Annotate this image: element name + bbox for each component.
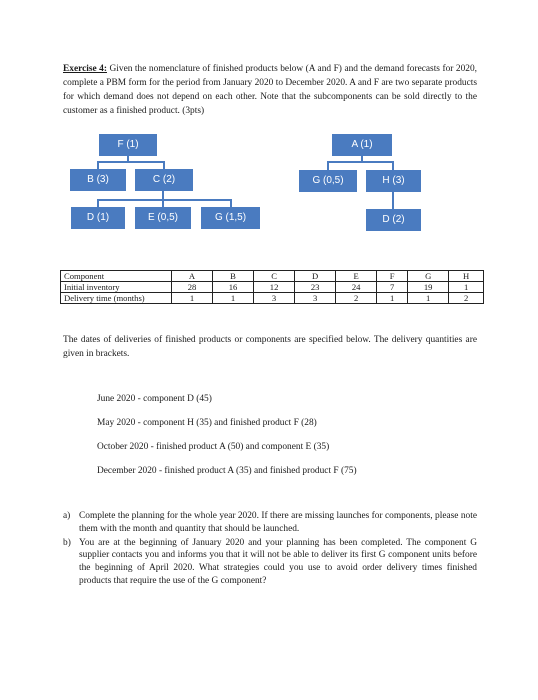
node-g-right: G (0,5): [299, 170, 357, 192]
table-row: [61, 282, 484, 293]
connector: [327, 161, 329, 170]
node-f: F (1): [99, 134, 157, 156]
connector: [392, 161, 394, 170]
question-item: [63, 537, 477, 588]
connector: [97, 199, 99, 207]
question-text: Complete the planning for the whole year 2020. If there are missing launches for components, please note them with the month and quantity that should be launched.: [79, 511, 477, 534]
table-cell: 3: [254, 293, 295, 304]
connector: [392, 192, 394, 209]
product-tree-diagram: [0, 0, 538, 260]
table-header-cell: A: [172, 271, 213, 282]
table-header-cell: H: [449, 271, 484, 282]
node-a: A (1): [332, 134, 392, 156]
connector: [97, 199, 232, 201]
component-table: [60, 270, 484, 304]
connector: [327, 161, 394, 163]
table-cell: Initial inventory: [61, 282, 172, 293]
table-cell: 3: [295, 293, 336, 304]
table-cell: 28: [172, 282, 213, 293]
table-cell: 16: [213, 282, 254, 293]
question-list: [63, 510, 477, 589]
table-header-cell: Component: [61, 271, 172, 282]
table-row: [61, 293, 484, 304]
connector: [230, 199, 232, 207]
node-d2: D (2): [366, 209, 421, 231]
table-cell: 1: [449, 282, 484, 293]
table-header-cell: F: [377, 271, 408, 282]
connector: [97, 161, 99, 169]
table-cell: 1: [213, 293, 254, 304]
node-e: E (0,5): [135, 207, 191, 229]
table-header-cell: D: [295, 271, 336, 282]
connector: [97, 161, 164, 163]
table-cell: Delivery time (months): [61, 293, 172, 304]
node-g-left: G (1,5): [201, 207, 260, 229]
delivery-line: May 2020 - component H (35) and finished product F (28): [97, 418, 317, 428]
table-cell: 7: [377, 282, 408, 293]
node-c: C (2): [135, 169, 193, 191]
question-text: You are at the beginning of January 2020 and your planning has been completed. The component G supplier contacts you and informs you that it will not be able to deliver its first G component units before the beginning of April 2020. What strategies could you use to avoid order delivery times finished products that require the use of the G component?: [79, 537, 477, 586]
connector: [163, 161, 165, 169]
table-cell: 23: [295, 282, 336, 293]
table-cell: 2: [449, 293, 484, 304]
node-h: H (3): [366, 170, 421, 192]
node-b: B (3): [70, 169, 126, 191]
table-cell: 1: [377, 293, 408, 304]
question-item: [63, 510, 477, 536]
question-label: a): [63, 511, 71, 521]
delivery-line: June 2020 - component D (45): [97, 394, 212, 404]
table-header-cell: B: [213, 271, 254, 282]
node-d: D (1): [71, 207, 125, 229]
delivery-line: October 2020 - finished product A (50) and component E (35): [97, 442, 330, 452]
connector: [162, 199, 164, 207]
exercise-label: Exercise 4:: [63, 64, 107, 74]
table-cell: 19: [408, 282, 449, 293]
table-cell: 2: [336, 293, 377, 304]
table-cell: 1: [172, 293, 213, 304]
question-label: b): [63, 537, 71, 548]
table-cell: 24: [336, 282, 377, 293]
deliveries-paragraph: The dates of deliveries of finished products or components are specified below. The delivery quantities are given in brackets.: [63, 335, 477, 360]
table-header-cell: G: [408, 271, 449, 282]
table-header-row: [61, 271, 484, 282]
table-cell: 1: [408, 293, 449, 304]
delivery-line: December 2020 - finished product A (35) and finished product F (75): [97, 466, 357, 476]
table-cell: 12: [254, 282, 295, 293]
table-header-cell: C: [254, 271, 295, 282]
intro-text: Given the nomenclature of finished products below (A and F) and the demand forecasts for 2020, complete a PBM form for the period from January 2020 to December 2020. A and F are two separate products for which demand does not depend on each other. Note that the subcomponents can be sold directly to the customer as a finished product. (3pts): [63, 64, 477, 117]
table-header-cell: E: [336, 271, 377, 282]
